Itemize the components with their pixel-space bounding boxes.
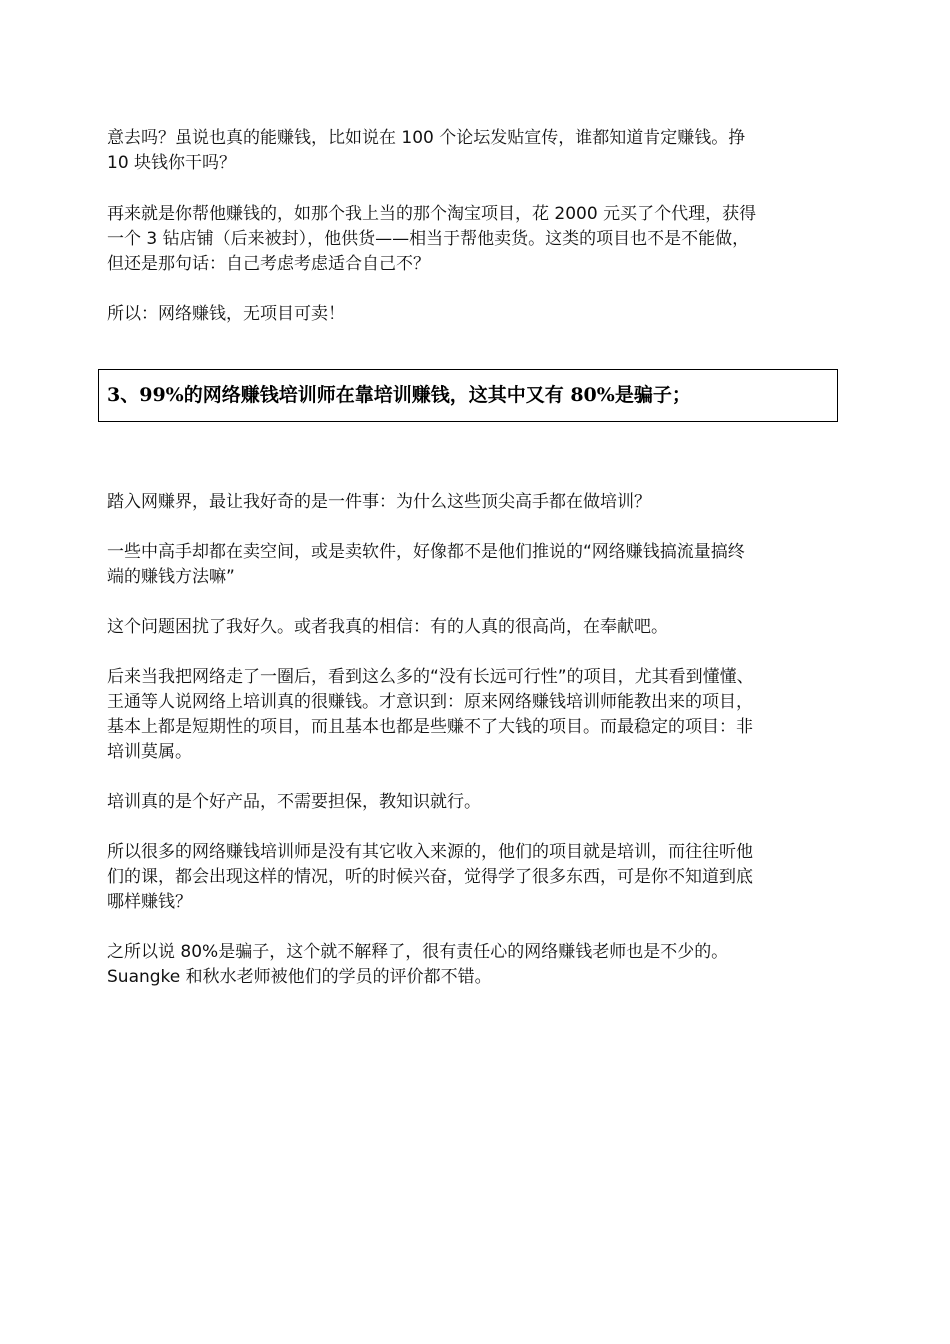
text-line: 一个 3 钻店铺（后来被封），他供货——相当于帮他卖货。这类的项目也不是不能做，: [107, 229, 750, 249]
text-line: 再来就是你帮他赚钱的，如那个我上当的那个淘宝项目，花 2000 元买了个代理，获得: [107, 204, 757, 224]
text-line: 哪样赚钱？: [107, 892, 192, 912]
paragraph-puzzled: [107, 615, 837, 640]
paragraph-taobao-agent: [107, 202, 837, 277]
text-line: 基本上都是短期性的项目，而且基本也都是些赚不了大钱的项目。而最稳定的项目：非: [107, 717, 753, 737]
text-line: 一些中高手却都在卖空间，或是卖软件，好像都不是他们推说的“网络赚钱搞流量搞终: [107, 542, 745, 562]
text-line: 之所以说 80%是骗子，这个就不解释了，很有责任心的网络赚钱老师也是不少的。: [107, 942, 729, 962]
paragraph-selling-space: [107, 540, 837, 590]
text-line: 踏入网赚界，最让我好奇的是一件事：为什么这些顶尖高手都在做培训？: [107, 492, 651, 512]
paragraph-continuation: [107, 126, 837, 176]
text-line: 培训真的是个好产品，不需要担保，教知识就行。: [107, 792, 481, 812]
text-line: 王通等人说网络上培训真的很赚钱。才意识到：原来网络赚钱培训师能教出来的项目，: [107, 692, 753, 712]
section-heading: 3、99%的网络赚钱培训师在靠培训赚钱，这其中又有 80%是骗子；: [107, 384, 691, 406]
paragraph-conclusion: [107, 302, 837, 327]
text-line: 10 块钱你干吗？: [107, 153, 237, 173]
paragraph-good-product: [107, 790, 837, 815]
text-line: 们的课，都会出现这样的情况，听的时候兴奋，觉得学了很多东西，可是你不知道到底: [107, 867, 753, 887]
text-line: 意去吗？虽说也真的能赚钱，比如说在 100 个论坛发贴宣传，谁都知道肯定赚钱。挣: [107, 128, 746, 148]
text-line: 培训莫属。: [107, 742, 192, 762]
paragraph-scammers: [107, 940, 837, 990]
paragraph-realization: [107, 665, 837, 765]
paragraph-trainers-income: [107, 840, 837, 915]
section-heading-box: [98, 369, 838, 422]
text-line: Suangke 和秋水老师被他们的学员的评价都不错。: [107, 967, 492, 987]
text-line: 这个问题困扰了我好久。或者我真的相信：有的人真的很高尚，在奉献吧。: [107, 617, 668, 637]
text-line: 但还是那句话：自己考虑考虑适合自己不？: [107, 254, 430, 274]
text-line: 所以：网络赚钱，无项目可卖！: [107, 304, 345, 324]
text-line: 端的赚钱方法嘛”: [107, 567, 235, 587]
text-line: 所以很多的网络赚钱培训师是没有其它收入来源的，他们的项目就是培训，而往往听他: [107, 842, 753, 862]
paragraph-curiosity: [107, 490, 837, 515]
text-line: 后来当我把网络走了一圈后，看到这么多的“没有长远可行性”的项目，尤其看到懂懂、: [107, 667, 754, 687]
